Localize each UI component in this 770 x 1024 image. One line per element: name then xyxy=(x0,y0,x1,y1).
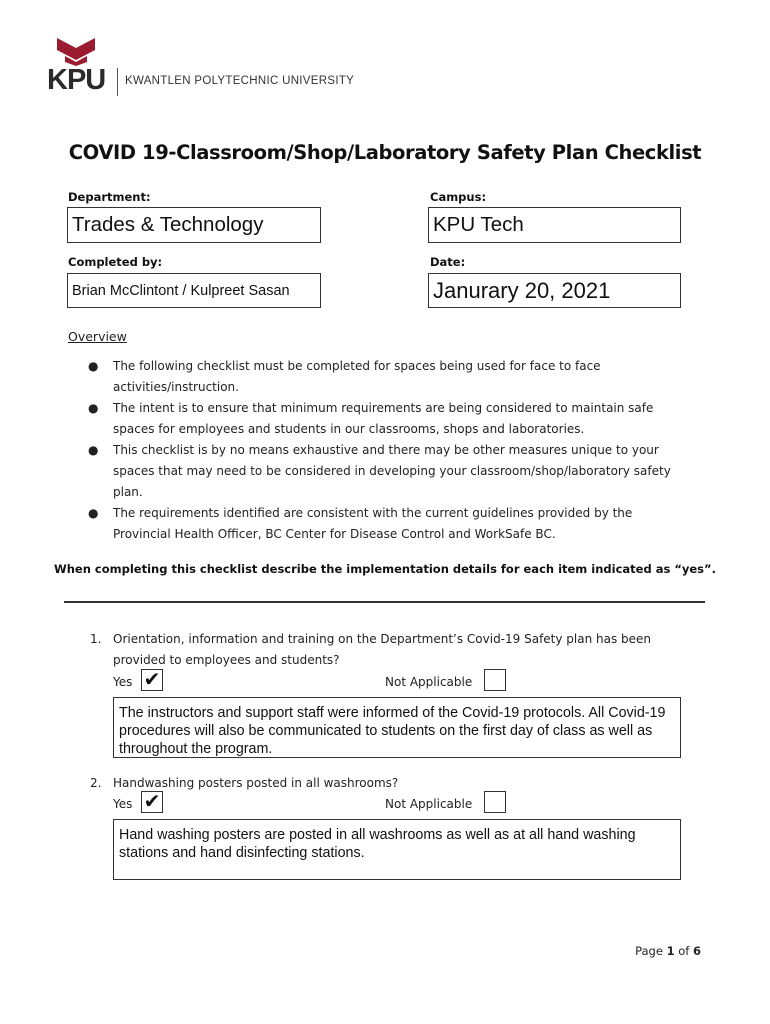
list-item: ● The requirements identified are consistent with the current guidelines provided by the Provincial Health Officer, BC Center for Disease Control and WorkSafe BC. xyxy=(86,503,686,545)
not-applicable-label: Not Applicable xyxy=(385,675,473,689)
completed-by-field[interactable] xyxy=(67,273,321,308)
completed-by-value: Brian McClintont / Kulpreet Sasan xyxy=(72,282,290,299)
bullet-icon: ● xyxy=(88,359,99,373)
kpu-chevron-icon xyxy=(57,38,95,66)
campus-label: Campus: xyxy=(430,190,487,204)
question-text: Orientation, information and training on the Department’s Covid-19 Safety plan has been provided to employees and students? xyxy=(113,632,652,667)
logo-wordmark: KPU xyxy=(47,64,106,96)
bullet-icon: ● xyxy=(88,506,99,520)
date-value: Janurary 20, 2021 xyxy=(433,277,611,303)
overview-heading: Overview xyxy=(68,329,127,344)
department-value: Trades & Technology xyxy=(72,213,264,236)
campus-value: KPU Tech xyxy=(433,213,524,236)
department-field[interactable] xyxy=(67,207,321,243)
question-number: 1. xyxy=(90,632,102,646)
date-label: Date: xyxy=(430,255,466,269)
list-item: ● The intent is to ensure that minimum requirements are being considered to maintain safe spaces for employees and students in our classrooms, shops and laboratories. xyxy=(86,398,686,440)
question-text: Handwashing posters posted in all washrooms? xyxy=(113,776,399,790)
answer-text: The instructors and support staff were informed of the Covid-19 protocols. All Covid-19 procedures will also be communicated to students on the first day of class as well as throughout the program. xyxy=(119,705,666,757)
yes-label: Yes xyxy=(113,675,133,689)
answer-field-q2[interactable] xyxy=(113,819,681,880)
not-applicable-checkbox-q2[interactable] xyxy=(484,791,506,813)
question-number: 2. xyxy=(90,776,102,790)
yes-checkbox-q2[interactable] xyxy=(141,791,163,813)
list-item: ● The following checklist must be completed for spaces being used for face to face activities/instruction. xyxy=(86,356,686,398)
yes-checkbox-q1[interactable] xyxy=(141,669,163,691)
list-item: ● This checklist is by no means exhaustive and there may be other measures unique to your spaces that may need to be considered in developing your classroom/shop/laboratory safety plan. xyxy=(86,440,686,503)
checkmark-icon: ✔ xyxy=(143,669,161,691)
completed-by-label: Completed by: xyxy=(68,255,163,269)
answer-text: Hand washing posters are posted in all washrooms as well as at all hand washing stations and hand disinfecting stations. xyxy=(119,827,636,861)
divider xyxy=(64,601,705,603)
bullet-icon: ● xyxy=(88,401,99,415)
instruction-text: When completing this checklist describe the implementation details for each item indicated as “yes”. xyxy=(54,562,716,576)
yes-label: Yes xyxy=(113,797,133,811)
checkmark-icon: ✔ xyxy=(143,791,161,813)
answer-field-q1[interactable] xyxy=(113,697,681,758)
not-applicable-label: Not Applicable xyxy=(385,797,473,811)
page-number: Page 1 of 6 xyxy=(635,944,701,958)
overview-list xyxy=(86,356,686,545)
campus-field[interactable] xyxy=(428,207,681,243)
university-name: KWANTLEN POLYTECHNIC UNIVERSITY xyxy=(125,75,355,87)
date-field[interactable] xyxy=(428,273,681,308)
document-title: COVID 19-Classroom/Shop/Laboratory Safety Plan Checklist xyxy=(68,141,702,164)
not-applicable-checkbox-q1[interactable] xyxy=(484,669,506,691)
department-label: Department: xyxy=(68,190,151,204)
kpu-logo xyxy=(47,38,357,98)
logo-divider xyxy=(117,68,118,96)
bullet-icon: ● xyxy=(88,443,99,457)
